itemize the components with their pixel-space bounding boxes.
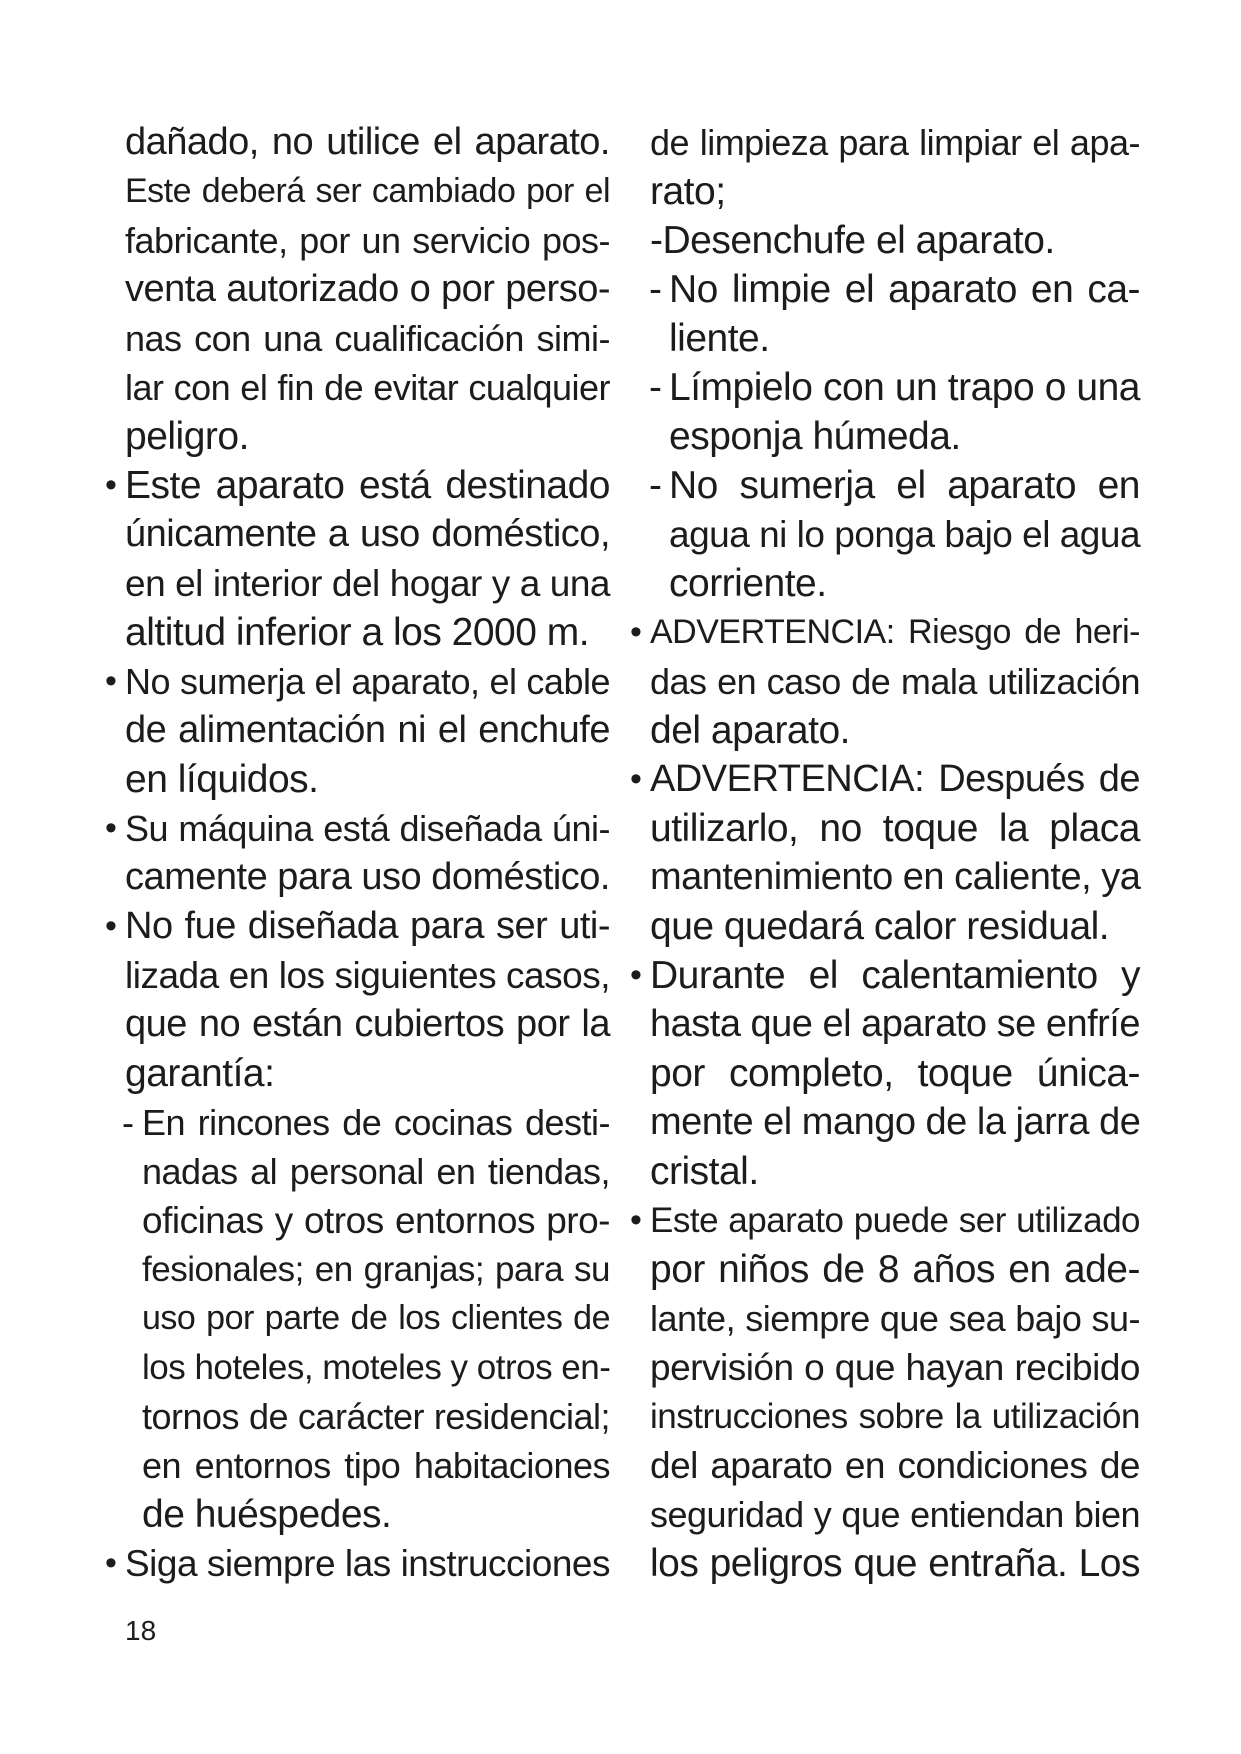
text-line: uso por parte de los clientes de (142, 1299, 610, 1337)
text-line: mantenimiento en caliente, ya (650, 856, 1141, 898)
text-line: de huéspedes. (142, 1493, 392, 1536)
text-line: por niños de 8 años en ade- (650, 1248, 1140, 1291)
bullet-item: • Siga siempre las instrucciones (125, 1539, 610, 1588)
text-line: en el interior del hogar y a una (125, 563, 610, 604)
dash-item: - No sumerja el aparato en (669, 461, 1140, 510)
left-column (125, 118, 610, 1588)
text-line: camente para uso doméstico. (125, 856, 610, 898)
page-number: 18 (125, 1615, 157, 1646)
text-line: del aparato en condiciones de (650, 1445, 1140, 1486)
text-line: seguridad y que entiendan bien (650, 1494, 1140, 1535)
text-line: Este deberá ser cambiado por el (125, 172, 610, 210)
bullet-item: • No sumerja el aparato, el cable (125, 657, 610, 706)
text-line: los peligros que entraña. Los (650, 1542, 1140, 1585)
text-line: tornos de carácter residencial; (142, 1396, 610, 1437)
text-line: únicamente a uso doméstico, (125, 513, 610, 555)
bullet-item: • No fue diseñada para ser uti- (125, 902, 610, 951)
text-line: lizada en los siguientes casos, (125, 955, 610, 996)
text-line: -Desenchufe el aparato. (650, 219, 1055, 262)
text-line: rato; (650, 170, 726, 213)
text-line: nadas al personal en tiendas, (142, 1151, 610, 1192)
text-line: esponja húmeda. (669, 415, 961, 458)
text-line: instrucciones sobre la utilización (650, 1397, 1140, 1436)
bullet-item: • Durante el calentamiento y (650, 951, 1140, 1000)
text-line: dañado, no utilice el aparato. (125, 121, 610, 163)
bullet-item: • ADVERTENCIA: Después de (650, 755, 1140, 804)
text-line: peligro. (125, 415, 249, 458)
text-line: hasta que el aparato se enfríe (650, 1003, 1140, 1045)
text-line: que no están cubiertos por la (125, 1003, 610, 1045)
text-line: fabricante, por un servicio pos- (125, 220, 610, 261)
text-line: en entornos tipo habitaciones (142, 1445, 610, 1486)
text-line: oficinas y otros entornos pro- (142, 1200, 610, 1241)
text-line: das en caso de mala utilización (650, 661, 1140, 702)
text-line: de limpieza para limpiar el apa- (650, 122, 1140, 163)
text-line: los hoteles, moteles y otros en- (142, 1348, 611, 1387)
dash-item: - No limpie el aparato en ca- (669, 265, 1140, 314)
text-line: agua ni lo ponga bajo el agua (669, 514, 1141, 555)
text-line: mente el mango de la jarra de (650, 1101, 1141, 1143)
text-line: pervisión o que hayan recibido (650, 1347, 1140, 1388)
text-line: fesionales; en granjas; para su (142, 1250, 610, 1289)
bullet-item: • Este aparato está destinado (125, 461, 610, 510)
text-line: liente. (669, 317, 770, 360)
text-line: corriente. (669, 562, 827, 605)
text-line: por completo, toque única- (650, 1052, 1140, 1095)
text-line: altitud inferior a los 2000 m. (125, 611, 590, 654)
bullet-item: • ADVERTENCIA: Riesgo de heri- (650, 608, 1140, 657)
bullet-item: • Su máquina está diseñada úni- (125, 804, 610, 853)
text-line: nas con una cualificación simi- (125, 318, 610, 359)
right-column (650, 118, 1140, 1588)
text-line: que quedará calor residual. (650, 905, 1110, 948)
text-line: lar con el fin de evitar cualquier (125, 367, 610, 408)
bullet-item: • Este aparato puede ser utilizado (650, 1196, 1140, 1245)
dash-item: - En rincones de cocinas desti- (142, 1098, 610, 1147)
text-line: cristal. (650, 1150, 759, 1193)
text-line: garantía: (125, 1052, 275, 1095)
text-line: lante, siempre que sea bajo su- (650, 1298, 1140, 1339)
text-line: de alimentación ni el enchufe (125, 709, 610, 751)
text-line: utilizarlo, no toque la placa (650, 807, 1140, 850)
text-line: venta autorizado o por perso- (125, 268, 610, 310)
text-line: en líquidos. (125, 758, 319, 801)
dash-item: - Límpielo con un trapo o una (669, 363, 1140, 412)
text-line: del aparato. (650, 709, 850, 752)
